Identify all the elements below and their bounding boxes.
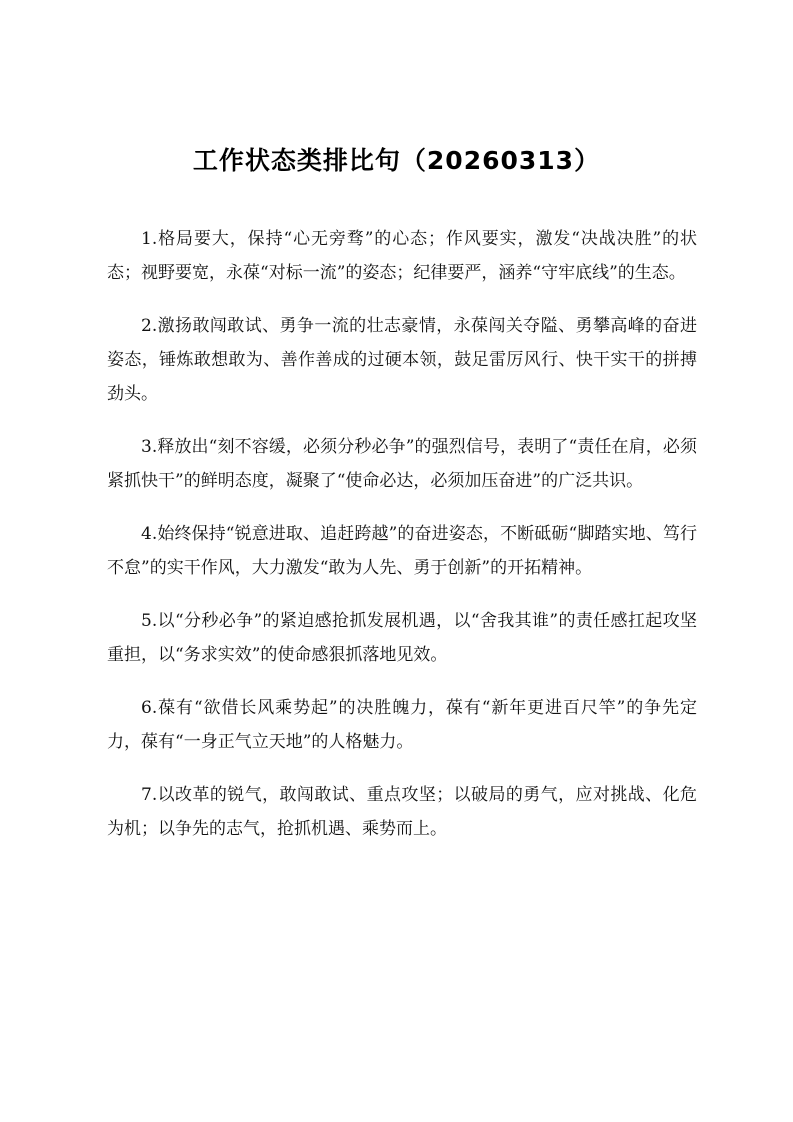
paragraph-4: 4.始终保持“锐意进取、追赶跨越”的奋进姿态，不断砥砺“脚踏实地、笃行不怠”的实干作风，大力激发“敢为人先、勇于创新”的开拓精神。 [107,524,697,578]
paragraph-5: 5.以“分秒必争”的紧迫感抢抓发展机遇，以“舍我其谁”的责任感扛起攻坚重担，以“务求实效”的使命感狠抓落地见效。 [107,611,697,665]
paragraph-1: 1.格局要大，保持“心无旁骛”的心态；作风要实，激发“决战决胜”的状态；视野要宽，永葆“对标一流”的姿态；纪律要严，涵养“守牢底线”的生态。 [107,229,697,283]
paragraph-2: 2.激扬敢闯敢试、勇争一流的壮志豪情，永葆闯关夺隘、勇攀高峰的奋进姿态，锤炼敢想敢为、善作善成的过硬本领，鼓足雷厉风行、快干实干的拼搏劲头。 [107,316,697,404]
paragraph-3: 3.释放出“刻不容缓，必须分秒必争”的强烈信号，表明了“责任在肩，必须紧抓快干”的鲜明态度，凝聚了“使命必达，必须加压奋进”的广泛共识。 [107,437,697,491]
paragraph-6: 6.葆有“欲借长风乘势起”的决胜魄力，葆有“新年更进百尺竿”的争先定力，葆有“一身正气立天地”的人格魅力。 [107,698,697,752]
paragraph-7: 7.以改革的锐气，敢闯敢试、重点攻坚；以破局的勇气，应对挑战、化危为机；以争先的志气，抢抓机遇、乘势而上。 [107,785,697,839]
document-body [107,222,697,865]
document-title: 工作状态类排比句（20260313） [192,146,601,175]
